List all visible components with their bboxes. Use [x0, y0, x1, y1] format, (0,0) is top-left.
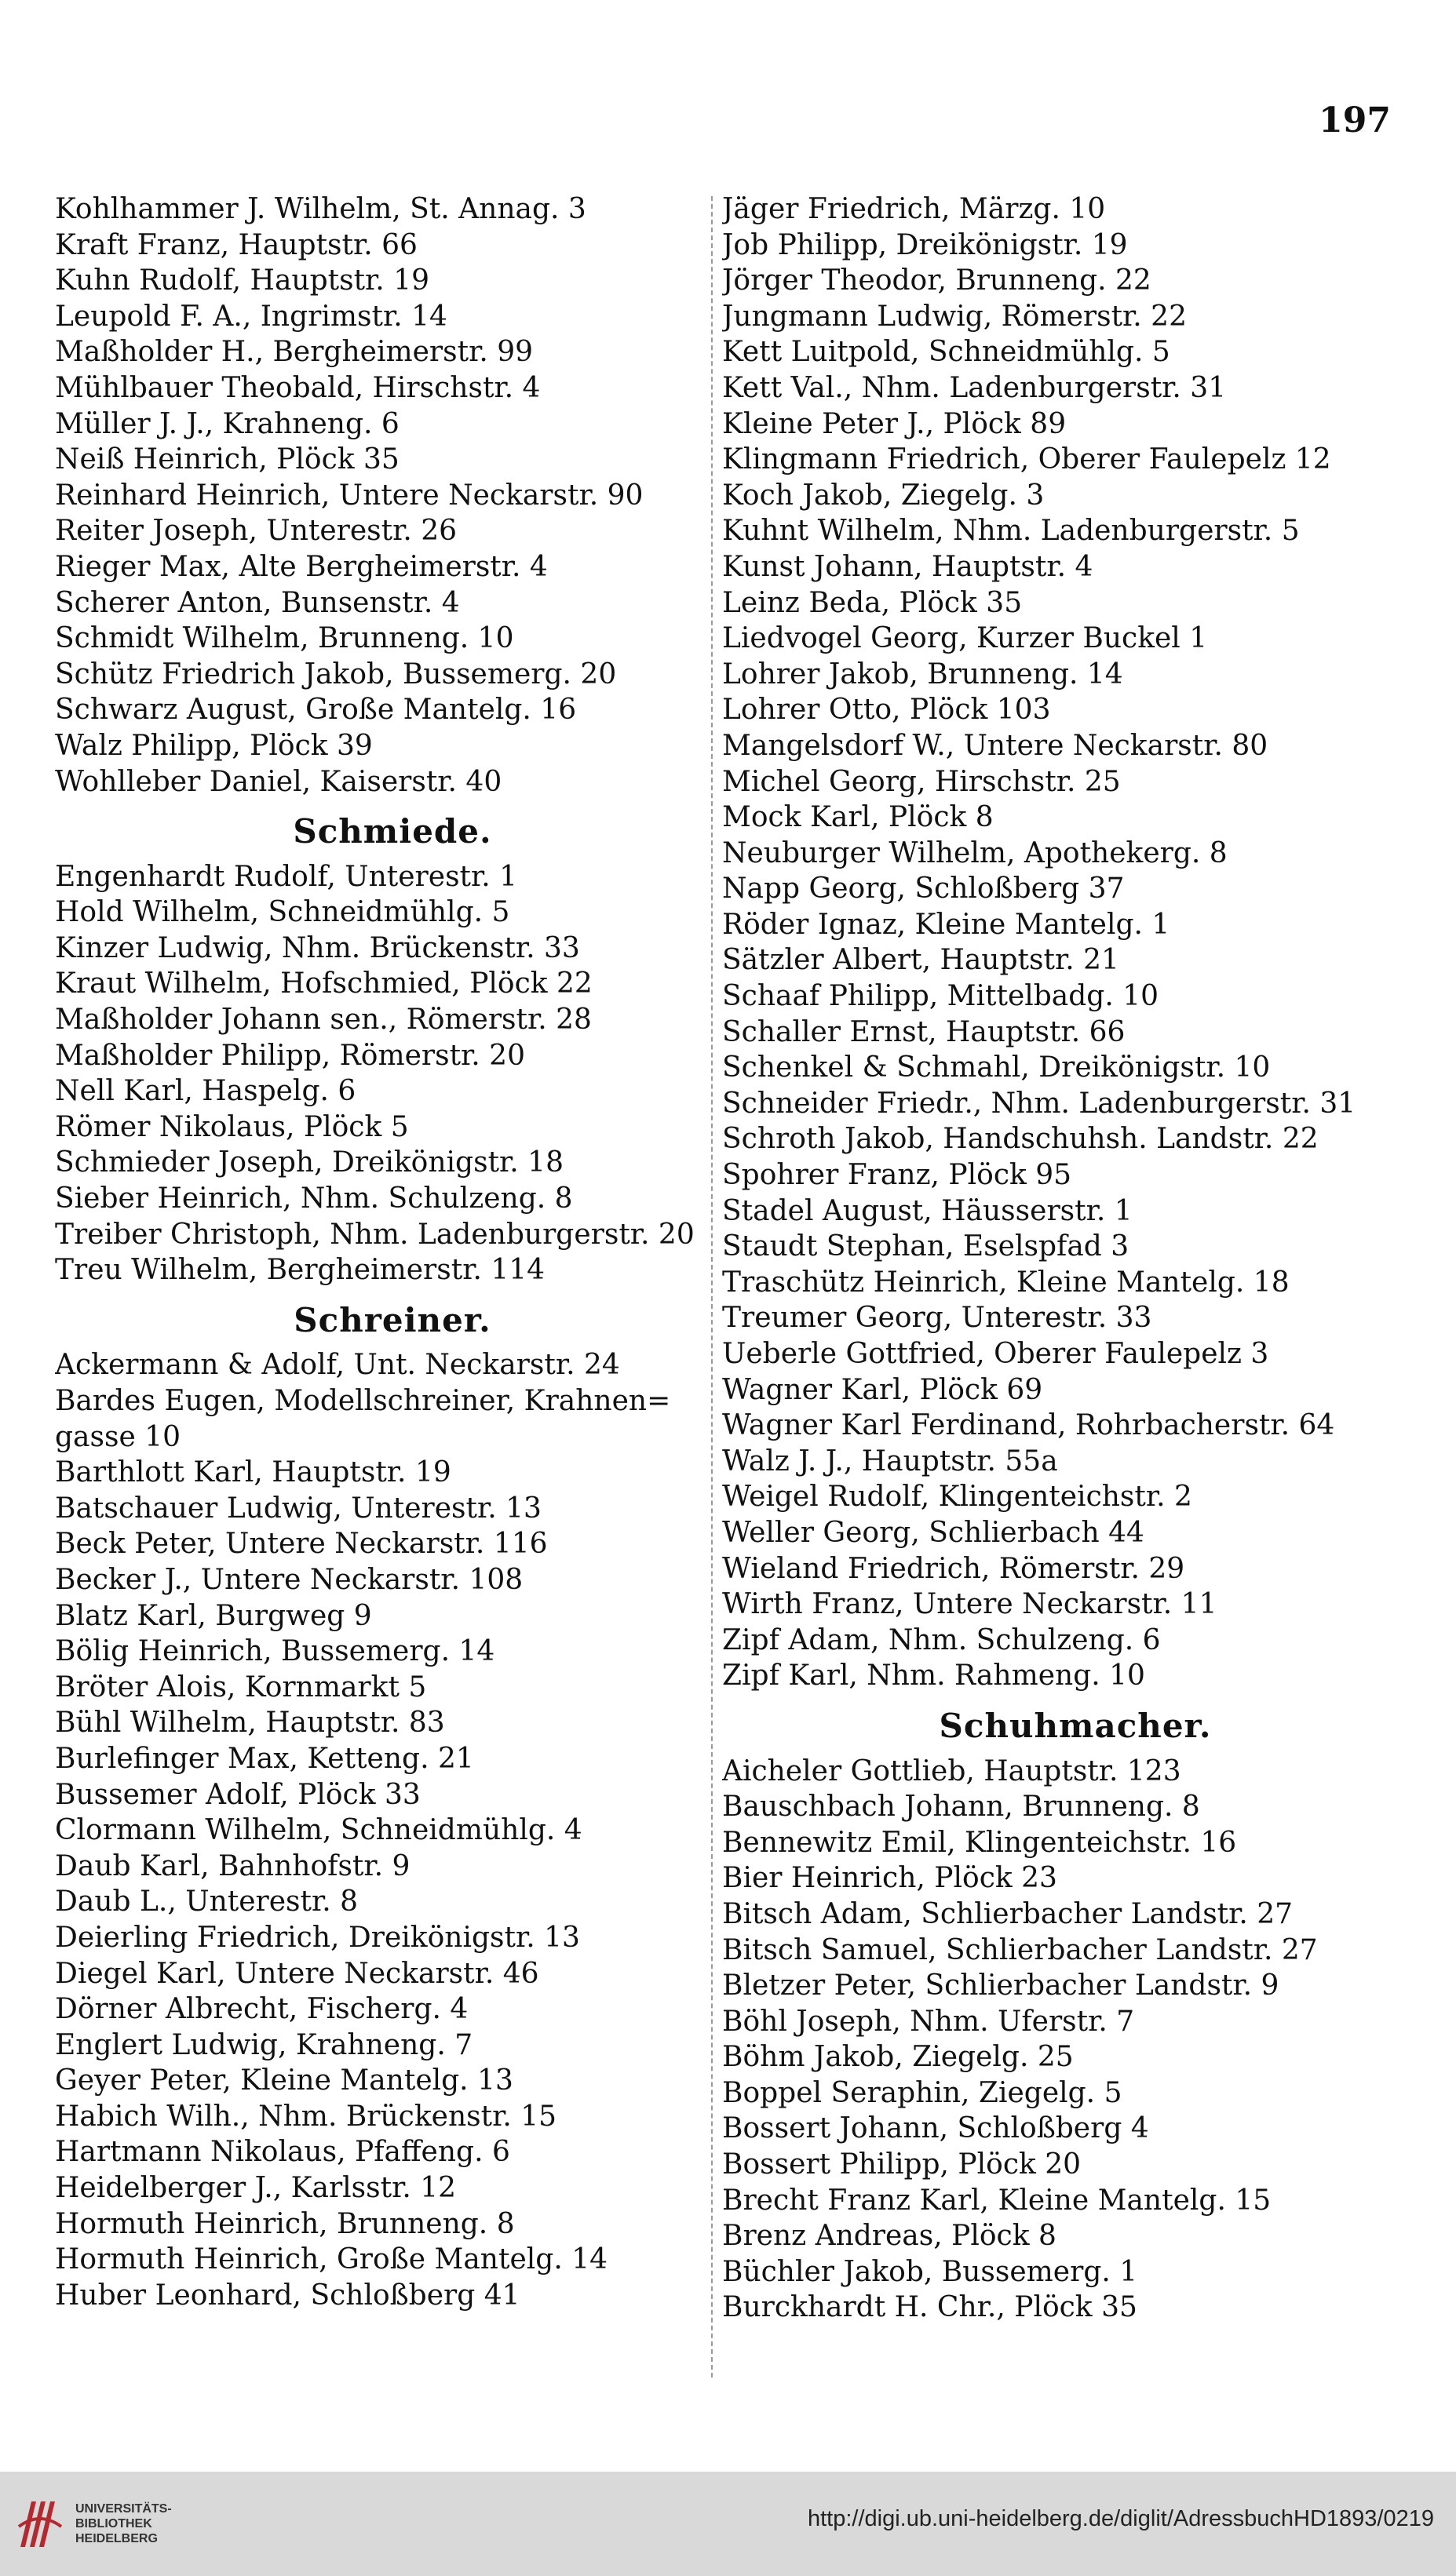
address-entry: Mangelsdorf W., Untere Neckarstr. 80	[722, 729, 1268, 762]
address-entry: Bardes Eugen, Modellschreiner, Krahnen=	[55, 1385, 671, 1417]
address-entry: Staudt Stephan, Eselspfad 3	[722, 1230, 1129, 1263]
address-entry: Nell Karl, Haspelg. 6	[55, 1075, 356, 1108]
address-entry: Ackermann & Adolf, Unt. Neckarstr. 24	[55, 1349, 620, 1382]
address-entry: Jäger Friedrich, Märzg. 10	[722, 193, 1106, 225]
address-entry: Jörger Theodor, Brunneng. 22	[722, 264, 1151, 297]
address-entry: Leupold F. A., Ingrimstr. 14	[55, 300, 447, 333]
right-column	[722, 191, 1429, 2326]
address-entry: Koch Jakob, Ziegelg. 3	[722, 479, 1045, 512]
address-entry: Ueberle Gottfried, Oberer Faulepelz 3	[722, 1338, 1269, 1370]
address-entry: Engenhardt Rudolf, Unterestr. 1	[55, 860, 518, 893]
address-entry: Brenz Andreas, Plöck 8	[722, 2220, 1056, 2253]
address-entry: Kraut Wilhelm, Hofschmied, Plöck 22	[55, 967, 593, 1000]
address-entry: Liedvogel Georg, Kurzer Buckel 1	[722, 622, 1208, 655]
address-entry: gasse 10	[55, 1420, 181, 1453]
footer-bar	[0, 2472, 1456, 2576]
schuhmacher-entries	[722, 1754, 1429, 2326]
address-entry: Schmieder Joseph, Dreikönigstr. 18	[55, 1146, 564, 1179]
library-logo-icon	[16, 2495, 64, 2552]
address-entry: Kraft Franz, Hauptstr. 66	[55, 228, 418, 261]
address-entry: Englert Ludwig, Krahneng. 7	[55, 2028, 473, 2061]
address-entry: Kuhn Rudolf, Hauptstr. 19	[55, 264, 429, 297]
address-entry: Weller Georg, Schlierbach 44	[722, 1516, 1144, 1549]
address-entry: Traschütz Heinrich, Kleine Mantelg. 18	[722, 1266, 1290, 1299]
address-entry: Job Philipp, Dreikönigstr. 19	[722, 228, 1128, 261]
address-entry: Scherer Anton, Bunsenstr. 4	[55, 586, 460, 619]
address-entry: Hormuth Heinrich, Große Mantelg. 14	[55, 2243, 608, 2276]
address-entry: Bölig Heinrich, Bussemerg. 14	[55, 1635, 495, 1668]
address-entry: Rieger Max, Alte Bergheimerstr. 4	[55, 550, 548, 583]
address-entry: Kett Val., Nhm. Ladenburgerstr. 31	[722, 371, 1227, 404]
address-entry: Bletzer Peter, Schlierbacher Landstr. 9	[722, 1969, 1279, 2002]
address-entry: Schütz Friedrich Jakob, Bussemerg. 20	[55, 658, 617, 690]
address-entry: Michel Georg, Hirschstr. 25	[722, 765, 1121, 798]
address-entry: Böhm Jakob, Ziegelg. 25	[722, 2041, 1074, 2074]
address-entry: Batschauer Ludwig, Unterestr. 13	[55, 1492, 542, 1525]
address-entry: Lohrer Jakob, Brunneng. 14	[722, 658, 1123, 690]
address-entry: Daub Karl, Bahnhofstr. 9	[55, 1849, 411, 1882]
address-entry: Kett Luitpold, Schneidmühlg. 5	[722, 336, 1170, 369]
address-entry: Blatz Karl, Burgweg 9	[55, 1599, 372, 1632]
address-entry: Treiber Christoph, Nhm. Ladenburgerstr. 20	[55, 1218, 695, 1251]
address-entry: Sätzler Albert, Hauptstr. 21	[722, 944, 1119, 977]
left-top-entries	[55, 191, 730, 800]
address-entry: Sieber Heinrich, Nhm. Schulzeng. 8	[55, 1182, 573, 1215]
address-entry: Huber Leonhard, Schloßberg 41	[55, 2279, 520, 2312]
page-number: 197	[1319, 100, 1391, 140]
address-entry: Habich Wilh., Nhm. Brückenstr. 15	[55, 2100, 557, 2133]
address-entry: Mock Karl, Plöck 8	[722, 801, 994, 834]
address-entry: Böhl Joseph, Nhm. Uferstr. 7	[722, 2005, 1135, 2038]
address-entry: Daub L., Unterestr. 8	[55, 1886, 359, 1918]
library-logo-text	[75, 2501, 172, 2546]
address-entry: Zipf Adam, Nhm. Schulzeng. 6	[722, 1623, 1161, 1656]
address-entry: Bossert Philipp, Plöck 20	[722, 2148, 1082, 2181]
address-entry: Neiß Heinrich, Plöck 35	[55, 443, 400, 476]
source-url-link[interactable]: http://digi.ub.uni-heidelberg.de/diglit/AdressbuchHD1893/0219	[807, 2506, 1434, 2531]
address-entry: Brecht Franz Karl, Kleine Mantelg. 15	[722, 2184, 1272, 2217]
logo-line: UNIVERSITÄTS-	[75, 2501, 172, 2516]
address-entry: Becker J., Untere Neckarstr. 108	[55, 1563, 524, 1596]
address-entry: Hartmann Nikolaus, Pfaffeng. 6	[55, 2136, 510, 2169]
address-entry: Klingmann Friedrich, Oberer Faulepelz 12	[722, 443, 1331, 476]
section-heading-schmiede: Schmiede.	[293, 812, 492, 851]
address-entry: Bier Heinrich, Plöck 23	[722, 1862, 1057, 1895]
address-entry: Röder Ignaz, Kleine Mantelg. 1	[722, 908, 1170, 941]
address-entry: Bühl Wilhelm, Hauptstr. 83	[55, 1707, 445, 1740]
address-entry: Bossert Johann, Schloßberg 4	[722, 2112, 1149, 2145]
address-entry: Maßholder H., Bergheimerstr. 99	[55, 336, 534, 369]
left-column	[55, 191, 730, 2313]
address-entry: Napp Georg, Schloßberg 37	[722, 873, 1125, 905]
address-entry: Aicheler Gottlieb, Hauptstr. 123	[722, 1754, 1181, 1787]
address-entry: Jungmann Ludwig, Römerstr. 22	[722, 300, 1187, 333]
address-entry: Treu Wilhelm, Bergheimerstr. 114	[55, 1254, 546, 1287]
address-entry: Diegel Karl, Untere Neckarstr. 46	[55, 1957, 539, 1990]
address-entry: Mühlbauer Theobald, Hirschstr. 4	[55, 371, 541, 404]
address-entry: Müller J. J., Krahneng. 6	[55, 407, 400, 440]
address-entry: Beck Peter, Untere Neckarstr. 116	[55, 1528, 548, 1561]
schreiner-entries	[55, 1347, 730, 2313]
address-entry: Schenkel & Schmahl, Dreikönigstr. 10	[722, 1051, 1271, 1084]
address-entry: Deierling Friedrich, Dreikönigstr. 13	[55, 1921, 580, 1954]
address-entry: Stadel August, Häusserstr. 1	[722, 1194, 1133, 1227]
address-entry: Neuburger Wilhelm, Apothekerg. 8	[722, 836, 1228, 869]
address-entry: Schneider Friedr., Nhm. Ladenburgerstr. 31	[722, 1087, 1356, 1120]
address-entry: Wagner Karl Ferdinand, Rohrbacherstr. 64	[722, 1409, 1335, 1442]
schmiede-entries	[55, 859, 730, 1288]
address-entry: Wohlleber Daniel, Kaiserstr. 40	[55, 765, 502, 798]
address-entry: Büchler Jakob, Bussemerg. 1	[722, 2255, 1138, 2288]
address-entry: Bauschbach Johann, Brunneng. 8	[722, 1791, 1200, 1824]
address-entry: Wagner Karl, Plöck 69	[722, 1373, 1043, 1406]
address-entry: Bitsch Samuel, Schlierbacher Landstr. 27	[722, 1933, 1318, 1966]
address-entry: Schroth Jakob, Handschuhsh. Landstr. 22	[722, 1123, 1319, 1156]
logo-line: BIBLIOTHEK	[75, 2516, 152, 2530]
address-entry: Clormann Wilhelm, Schneidmühlg. 4	[55, 1814, 582, 1847]
address-entry: Heidelberger J., Karlsstr. 12	[55, 2172, 457, 2205]
address-entry: Barthlott Karl, Hauptstr. 19	[55, 1456, 451, 1489]
address-entry: Schmidt Wilhelm, Brunneng. 10	[55, 622, 514, 655]
address-entry: Walz J. J., Hauptstr. 55a	[722, 1445, 1058, 1477]
address-entry: Walz Philipp, Plöck 39	[55, 729, 373, 762]
address-entry: Dörner Albrecht, Fischerg. 4	[55, 1993, 469, 2026]
address-entry: Burckhardt H. Chr., Plöck 35	[722, 2291, 1137, 2324]
address-entry: Lohrer Otto, Plöck 103	[722, 694, 1051, 727]
address-entry: Leinz Beda, Plöck 35	[722, 586, 1023, 619]
address-entry: Burlefinger Max, Ketteng. 21	[55, 1742, 474, 1775]
right-top-entries	[722, 191, 1429, 1694]
address-entry: Maßholder Johann sen., Römerstr. 28	[55, 1004, 592, 1037]
address-entry: Schwarz August, Große Mantelg. 16	[55, 694, 577, 727]
address-entry: Boppel Seraphin, Ziegelg. 5	[722, 2076, 1122, 2109]
logo-line: HEIDELBERG	[75, 2531, 158, 2545]
address-entry: Zipf Karl, Nhm. Rahmeng. 10	[722, 1660, 1145, 1692]
address-entry: Geyer Peter, Kleine Mantelg. 13	[55, 2064, 513, 2097]
address-entry: Kohlhammer J. Wilhelm, St. Annag. 3	[55, 193, 586, 225]
address-entry: Römer Nikolaus, Plöck 5	[55, 1110, 409, 1143]
address-entry: Hold Wilhelm, Schneidmühlg. 5	[55, 896, 510, 929]
column-divider	[711, 196, 713, 2377]
address-entry: Kuhnt Wilhelm, Nhm. Ladenburgerstr. 5	[722, 515, 1300, 548]
section-heading-schuhmacher: Schuhmacher.	[939, 1706, 1212, 1745]
address-entry: Reiter Joseph, Unterestr. 26	[55, 515, 458, 548]
address-entry: Maßholder Philipp, Römerstr. 20	[55, 1039, 525, 1072]
address-entry: Bröter Alois, Kornmarkt 5	[55, 1671, 427, 1703]
section-heading-schreiner: Schreiner.	[294, 1300, 491, 1339]
address-entry: Spohrer Franz, Plöck 95	[722, 1159, 1072, 1192]
address-entry: Schaaf Philipp, Mittelbadg. 10	[722, 980, 1159, 1013]
library-logo[interactable]	[16, 2495, 172, 2552]
address-entry: Bitsch Adam, Schlierbacher Landstr. 27	[722, 1897, 1294, 1930]
address-entry: Wirth Franz, Untere Neckarstr. 11	[722, 1588, 1217, 1621]
address-entry: Kleine Peter J., Plöck 89	[722, 407, 1067, 440]
address-entry: Reinhard Heinrich, Untere Neckarstr. 90	[55, 479, 644, 512]
address-entry: Bussemer Adolf, Plöck 33	[55, 1778, 421, 1811]
address-entry: Kunst Johann, Hauptstr. 4	[722, 550, 1093, 583]
address-entry: Kinzer Ludwig, Nhm. Brückenstr. 33	[55, 931, 580, 964]
address-entry: Schaller Ernst, Hauptstr. 66	[722, 1015, 1126, 1048]
address-entry: Weigel Rudolf, Klingenteichstr. 2	[722, 1481, 1192, 1514]
address-entry: Bennewitz Emil, Klingenteichstr. 16	[722, 1826, 1237, 1859]
address-entry: Wieland Friedrich, Römerstr. 29	[722, 1552, 1185, 1585]
address-entry: Treumer Georg, Unterestr. 33	[722, 1302, 1152, 1335]
address-entry: Hormuth Heinrich, Brunneng. 8	[55, 2207, 515, 2240]
